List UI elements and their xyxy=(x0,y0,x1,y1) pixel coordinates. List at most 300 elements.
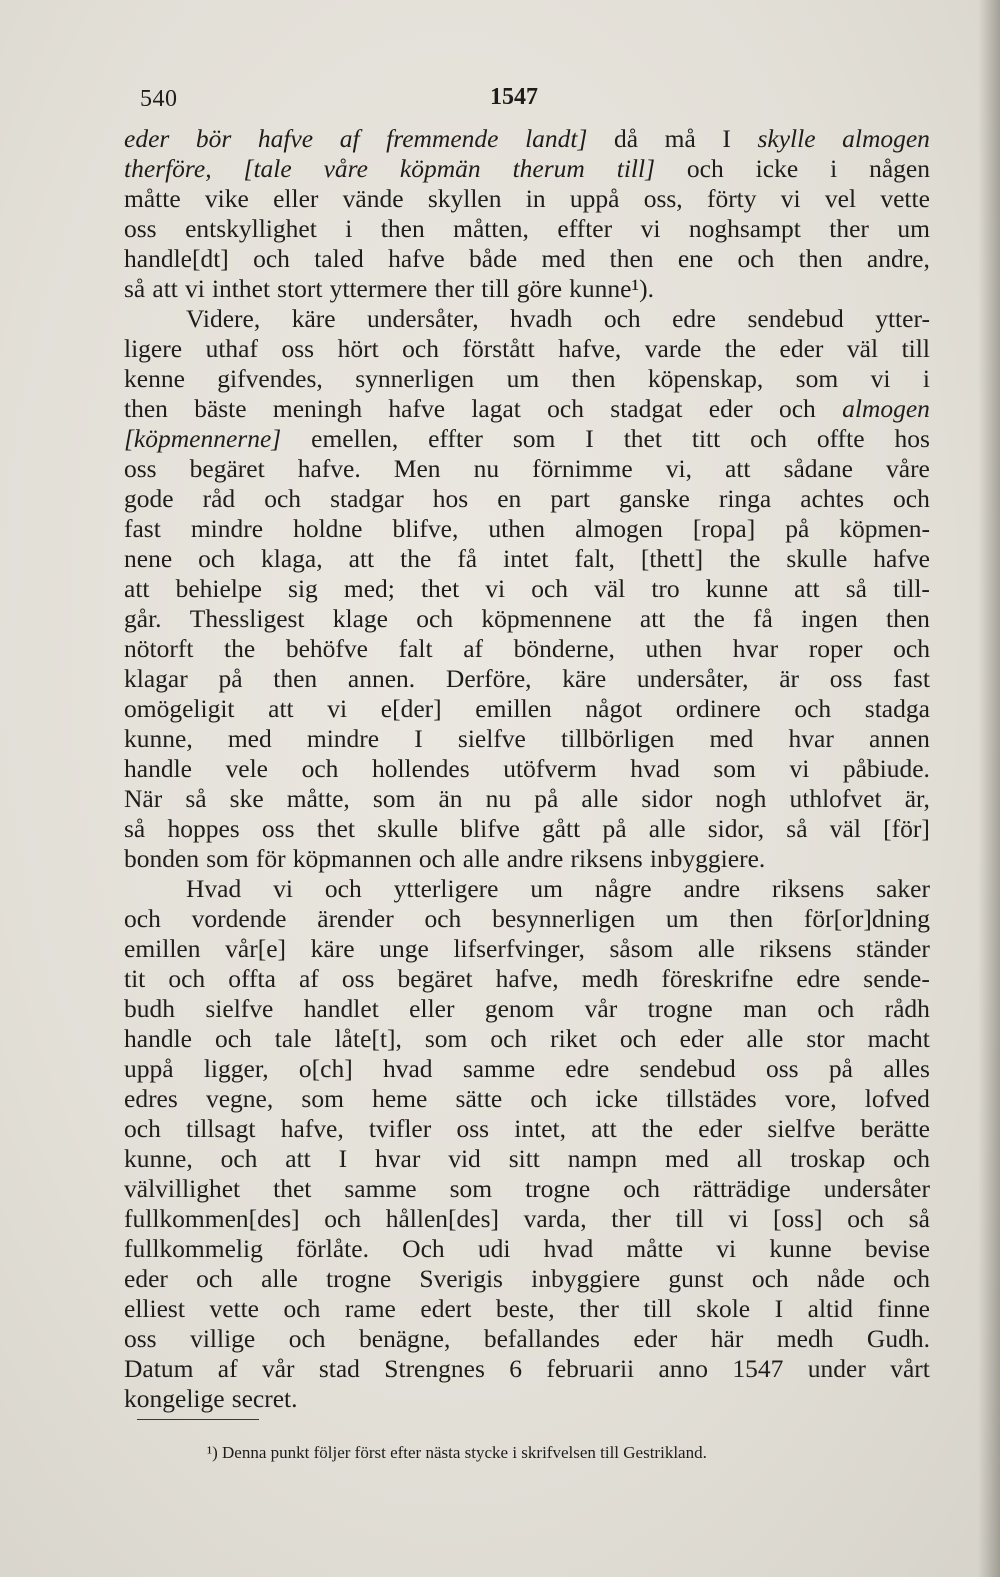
word: hvad xyxy=(630,754,680,783)
text-line xyxy=(124,1354,930,1384)
word: måtten, xyxy=(453,214,529,243)
word: then xyxy=(609,244,654,273)
word: skole xyxy=(696,1294,751,1323)
word: ther xyxy=(829,214,869,243)
word: hollendes xyxy=(371,754,470,783)
main-text xyxy=(124,124,930,1414)
word: vi, xyxy=(665,454,692,483)
word: och xyxy=(530,1084,568,1113)
word: beste, xyxy=(495,1294,555,1323)
word: [ropa] xyxy=(692,514,756,543)
word: trogne xyxy=(647,994,713,1023)
word: låte[t], xyxy=(334,1024,402,1053)
word: måtte xyxy=(124,184,181,213)
word: oss xyxy=(456,1114,490,1143)
text-line xyxy=(124,604,930,634)
word: När xyxy=(124,784,163,813)
word: almogen xyxy=(842,394,930,423)
page-number: 540 xyxy=(140,86,178,112)
footnote-rule xyxy=(137,1419,259,1420)
word: annen xyxy=(869,724,930,753)
word: går. xyxy=(124,604,162,633)
word: ther xyxy=(434,274,475,303)
text-line xyxy=(124,724,930,754)
word: hafve, xyxy=(495,964,559,993)
word: oss xyxy=(766,1054,799,1083)
word: lagat xyxy=(471,394,521,423)
word: Och xyxy=(402,1234,445,1263)
word: tillsagt xyxy=(186,1114,256,1143)
word: Derföre, xyxy=(445,664,532,693)
word: vi xyxy=(185,274,205,303)
word: som xyxy=(372,784,416,813)
word: fullkommen[des] xyxy=(124,1204,300,1233)
word: ene xyxy=(677,244,714,273)
word: förty xyxy=(706,184,757,213)
word: som xyxy=(512,424,556,453)
word: taled xyxy=(314,244,364,273)
word: tro xyxy=(651,574,680,603)
word: oss xyxy=(281,334,315,363)
word: käre xyxy=(291,304,336,333)
word: är xyxy=(779,664,800,693)
word: skulle xyxy=(377,814,439,843)
word: blifve xyxy=(460,814,520,843)
word: sende- xyxy=(863,964,930,993)
text-line xyxy=(124,694,930,724)
word: och xyxy=(214,1024,252,1053)
word: kunne¹). xyxy=(569,274,654,303)
word: vel xyxy=(824,184,857,213)
word: ligere xyxy=(124,334,183,363)
word: hafve, xyxy=(558,334,622,363)
word: föreskrifne xyxy=(661,964,774,993)
word: edres xyxy=(124,1084,178,1113)
word: en xyxy=(497,484,522,513)
word: nåde xyxy=(816,1264,865,1293)
word: hvar xyxy=(732,634,779,663)
word: och xyxy=(794,694,832,723)
word: att xyxy=(639,604,666,633)
word: undersåter xyxy=(823,1174,930,1203)
word: trogne xyxy=(326,1264,392,1293)
text-line xyxy=(124,844,930,874)
word: handlet xyxy=(303,994,379,1023)
word: besynnerligen xyxy=(492,904,636,933)
word: thet xyxy=(273,1174,312,1203)
word: oss, xyxy=(643,184,683,213)
word: Videre, xyxy=(186,304,261,333)
word: then xyxy=(798,244,843,273)
word: benägne, xyxy=(359,1324,451,1353)
word: utöfverm xyxy=(503,754,597,783)
word: Thessligest xyxy=(189,604,305,633)
text-line xyxy=(124,304,930,334)
word: och xyxy=(623,1174,661,1203)
word: falt xyxy=(398,634,433,663)
word: må xyxy=(664,124,696,153)
word: vordende xyxy=(191,904,287,933)
word: heme xyxy=(372,1084,428,1113)
word: så xyxy=(845,574,867,603)
word: våre xyxy=(886,454,930,483)
word: som xyxy=(301,1084,344,1113)
text-line xyxy=(124,634,930,664)
text-line xyxy=(124,454,930,484)
word: then xyxy=(729,904,774,933)
word: så xyxy=(908,1204,930,1233)
word: och xyxy=(424,904,462,933)
word: gunst xyxy=(668,1264,724,1293)
word: intet xyxy=(503,544,549,573)
word: och xyxy=(124,904,161,933)
word: synnerligen xyxy=(355,364,475,393)
word: klagar xyxy=(124,664,188,693)
text-line xyxy=(124,334,930,364)
word: eder xyxy=(779,334,824,363)
word: nötorft xyxy=(124,634,194,663)
word: ständer xyxy=(856,934,930,963)
word: ordinere xyxy=(675,694,761,723)
word: vette xyxy=(880,184,930,213)
word: medh xyxy=(776,1324,834,1353)
text-line xyxy=(124,1084,930,1114)
word: rame xyxy=(344,1294,396,1323)
text-line xyxy=(124,1114,930,1144)
word: berätte xyxy=(860,1114,930,1143)
running-head-year: 1547 xyxy=(490,84,538,110)
word: unge xyxy=(379,934,429,963)
word: therum xyxy=(512,154,585,183)
word: then xyxy=(124,394,168,423)
word: fremmende xyxy=(386,124,499,153)
word: med xyxy=(227,724,272,753)
word: handle xyxy=(124,1024,192,1053)
word: och xyxy=(893,1264,930,1293)
text-line xyxy=(124,424,930,454)
word: behielpe xyxy=(175,574,262,603)
word: någre xyxy=(594,874,652,903)
word: bönderne, xyxy=(513,634,615,663)
word: och xyxy=(402,334,439,363)
word: köpmen- xyxy=(839,514,930,543)
word: så xyxy=(185,784,207,813)
word: och xyxy=(264,484,302,513)
word: kunne, xyxy=(124,724,193,753)
word: med xyxy=(665,1144,709,1173)
word: käre xyxy=(562,664,607,693)
word: trogne xyxy=(525,1174,591,1203)
word: är, xyxy=(904,784,930,813)
word: och xyxy=(301,754,339,783)
word: omögeligit xyxy=(124,694,235,723)
word: then xyxy=(273,664,318,693)
word: gode xyxy=(124,484,174,513)
word: ytterligere xyxy=(393,874,499,903)
word: kongelige xyxy=(124,1384,225,1413)
word: the xyxy=(693,604,725,633)
text-line xyxy=(124,754,930,784)
word: uthlofvet xyxy=(789,784,882,813)
word: och xyxy=(531,574,569,603)
word: Men xyxy=(393,454,441,483)
word: förlåte. xyxy=(296,1234,369,1263)
word: sidor, xyxy=(707,814,765,843)
word: oss xyxy=(829,664,863,693)
word: oss xyxy=(124,1324,157,1353)
word: köpmennene xyxy=(481,604,612,633)
word: så xyxy=(786,814,808,843)
word: ingen xyxy=(801,604,858,633)
word: I xyxy=(722,124,731,153)
word: I xyxy=(774,1294,784,1323)
word: 1547 xyxy=(732,1354,784,1383)
word: roper xyxy=(808,634,863,663)
word: all xyxy=(736,1144,763,1173)
word: andre xyxy=(506,844,564,873)
text-line xyxy=(124,154,930,184)
word: och xyxy=(196,1264,233,1293)
word: nogh xyxy=(715,784,767,813)
word: af xyxy=(339,124,360,153)
word: ther xyxy=(579,1294,619,1323)
word: vår xyxy=(584,994,618,1023)
word: edre xyxy=(565,1054,610,1083)
word: [tale xyxy=(243,154,292,183)
word: the xyxy=(224,634,256,663)
word: till- xyxy=(893,574,930,603)
word: stadgar xyxy=(330,484,404,513)
word: vi xyxy=(870,364,891,393)
word: som xyxy=(713,754,756,783)
text-line xyxy=(124,1174,930,1204)
word: och xyxy=(893,1144,930,1173)
word: och xyxy=(547,394,584,423)
word: som xyxy=(449,1174,493,1203)
text-line xyxy=(124,1204,930,1234)
word: sig xyxy=(288,574,318,603)
word: titt xyxy=(691,424,721,453)
word: eller xyxy=(409,994,455,1023)
word: inthet xyxy=(211,274,271,303)
word: hört xyxy=(337,334,379,363)
word: lifserfvinger, xyxy=(453,934,585,963)
word: nampn xyxy=(567,1144,638,1173)
word: um xyxy=(665,904,699,933)
word: som xyxy=(206,844,249,873)
word: sätte xyxy=(455,1084,503,1113)
word: edre xyxy=(796,964,841,993)
word: skyllen xyxy=(427,184,502,213)
word: hvar xyxy=(788,724,834,753)
word: sendebud xyxy=(639,1054,736,1083)
word: af xyxy=(463,634,483,663)
word: så xyxy=(124,274,146,303)
word: tillstädes xyxy=(666,1084,757,1113)
word: Gudh. xyxy=(866,1324,930,1353)
word: varda, xyxy=(523,1204,587,1233)
word: villige xyxy=(190,1324,256,1353)
word: ligger, xyxy=(203,1054,269,1083)
word: på xyxy=(828,1054,853,1083)
word: tale xyxy=(274,1024,312,1053)
word: hos xyxy=(432,484,469,513)
word: lofved xyxy=(864,1084,930,1113)
word: till xyxy=(675,1204,704,1233)
word: eder xyxy=(708,394,753,423)
word: på xyxy=(534,784,559,813)
text-line xyxy=(124,814,930,844)
word: secret. xyxy=(231,1384,298,1413)
text-line xyxy=(124,514,930,544)
word: köpenskap, xyxy=(647,364,764,393)
word: tillbörligen xyxy=(561,724,675,753)
word: noghsampt xyxy=(688,214,801,243)
word: bonden xyxy=(124,844,200,873)
word: kenne xyxy=(124,364,185,393)
text-line xyxy=(124,1264,930,1294)
word: med; xyxy=(343,574,395,603)
word: stadga xyxy=(864,694,930,723)
word: alle xyxy=(697,934,735,963)
word: ske xyxy=(229,784,264,813)
text-line xyxy=(124,184,930,214)
word: gifvendes, xyxy=(217,364,323,393)
word: med xyxy=(541,244,586,273)
word: riksens xyxy=(570,844,643,873)
word: oss xyxy=(124,214,157,243)
word: blifve, xyxy=(392,514,459,543)
word: achtes xyxy=(800,484,864,513)
word: måtte xyxy=(626,1234,684,1263)
word: och xyxy=(893,634,930,663)
word: vände xyxy=(342,184,404,213)
word: och xyxy=(324,874,362,903)
word: then xyxy=(886,604,930,633)
word: oss xyxy=(341,964,375,993)
word: undersåter, xyxy=(367,304,479,333)
word: almogen xyxy=(842,124,930,153)
text-line xyxy=(124,1384,930,1414)
word: landt] xyxy=(525,124,588,153)
word: rådh xyxy=(884,994,930,1023)
word: alle xyxy=(746,1024,784,1053)
word: vike xyxy=(204,184,249,213)
word: att xyxy=(152,274,178,303)
word: o[ch] xyxy=(298,1054,353,1083)
word: och xyxy=(619,1024,657,1053)
footnote: ¹) Denna punkt följer först efter nästa stycke i skrifvelsen till Gestrikland. xyxy=(207,1443,707,1462)
word: vi xyxy=(728,1204,749,1233)
text-line xyxy=(124,934,930,964)
word: med xyxy=(709,724,754,753)
text-line xyxy=(124,574,930,604)
word: köpmän xyxy=(399,154,481,183)
word: och xyxy=(198,544,235,573)
word: kunne xyxy=(705,574,769,603)
word: inbyggiere. xyxy=(649,844,766,873)
word: Sverigis xyxy=(419,1264,503,1293)
word: råd xyxy=(202,484,236,513)
word: vår xyxy=(261,1354,295,1383)
word: och xyxy=(817,994,855,1023)
word: vårt xyxy=(890,1354,930,1383)
word: uthaf xyxy=(205,334,258,363)
word: som xyxy=(795,364,839,393)
word: altid xyxy=(807,1294,853,1323)
word: yttermere xyxy=(329,274,428,303)
word: i xyxy=(922,364,930,393)
word: och xyxy=(490,1024,528,1053)
word: måtte, xyxy=(286,784,350,813)
word: uthen xyxy=(488,514,546,543)
word: vi xyxy=(327,694,348,723)
word: entskyllighet xyxy=(185,214,317,243)
word: anno xyxy=(658,1354,709,1383)
word: gått xyxy=(541,814,581,843)
word: någen xyxy=(869,154,930,183)
word: tit xyxy=(124,964,146,993)
word: och xyxy=(893,484,930,513)
word: och xyxy=(778,394,816,423)
word: skylle xyxy=(757,124,816,153)
word: edre xyxy=(672,304,716,333)
word: mindre xyxy=(306,724,380,753)
word: eder xyxy=(124,124,170,153)
word: then xyxy=(571,364,616,393)
word: klaga, xyxy=(261,544,323,573)
word: och xyxy=(751,1264,789,1293)
word: klage xyxy=(332,604,389,633)
word: på xyxy=(785,514,810,543)
text-line xyxy=(124,124,930,154)
word: väl xyxy=(846,334,879,363)
word: vi xyxy=(780,184,801,213)
word: köpmannen xyxy=(292,844,412,873)
word: troskap xyxy=(790,1144,866,1173)
word: något xyxy=(585,694,643,723)
text-line xyxy=(124,364,930,394)
word: och xyxy=(283,1294,321,1323)
word: thet xyxy=(420,574,460,603)
text-line xyxy=(124,214,930,244)
word: genom xyxy=(484,994,555,1023)
word: få xyxy=(753,604,773,633)
word: bevise xyxy=(864,1234,930,1263)
word: emillen xyxy=(124,934,201,963)
text-line xyxy=(124,394,930,424)
word: fast xyxy=(893,664,930,693)
text-line xyxy=(124,1234,930,1264)
word: I xyxy=(414,724,423,753)
word: bäste xyxy=(194,394,247,423)
word: nene xyxy=(124,544,173,573)
word: icke xyxy=(595,1084,638,1113)
word: hafve xyxy=(388,394,446,423)
word: riket xyxy=(550,1024,597,1053)
word: vi xyxy=(273,874,293,903)
word: och xyxy=(124,1114,161,1143)
word: för xyxy=(255,844,286,873)
word: hvar xyxy=(375,1144,421,1173)
word: att xyxy=(725,454,751,483)
word: och xyxy=(418,844,456,873)
word: falt, xyxy=(574,544,615,573)
word: vi xyxy=(716,1234,737,1263)
word: välvillighet xyxy=(124,1174,241,1203)
word: hafve, xyxy=(280,1114,344,1143)
word: att xyxy=(794,574,820,603)
